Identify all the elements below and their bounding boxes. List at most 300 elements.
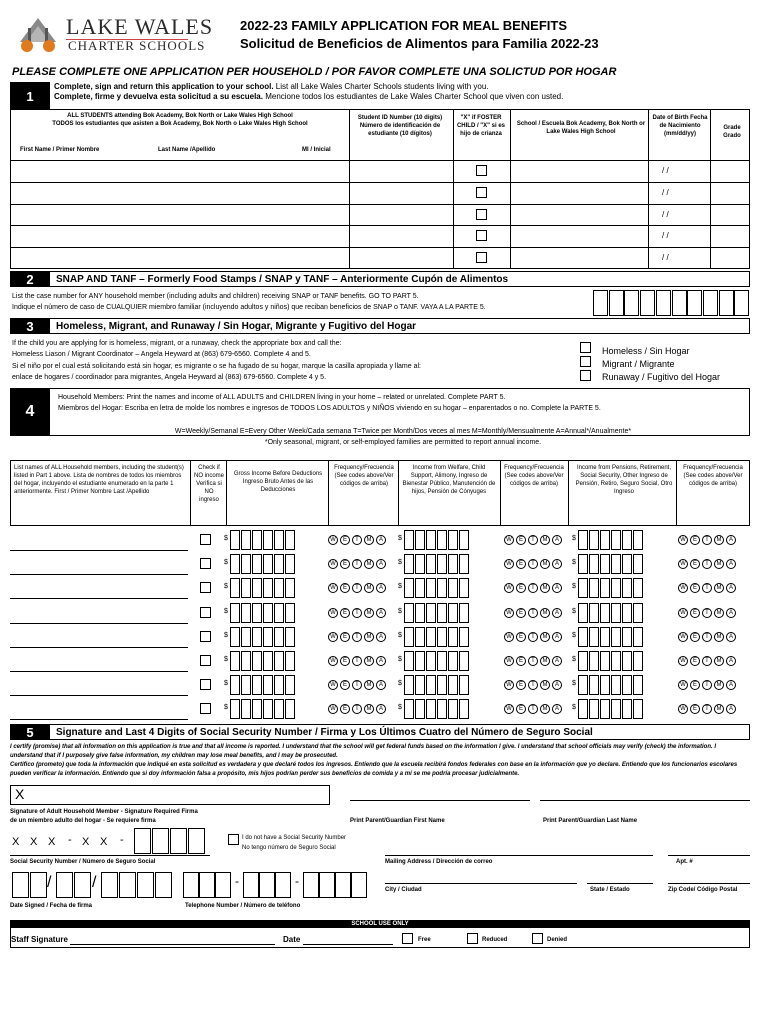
frequency-e-option[interactable]: E (516, 704, 526, 714)
frequency-m-option[interactable]: M (364, 704, 374, 714)
member-name-field[interactable] (10, 574, 188, 575)
frequency-a-option[interactable]: A (376, 680, 386, 690)
ssn-last4-digit[interactable] (188, 828, 205, 854)
pension-income-digit[interactable] (611, 675, 621, 695)
gross-income-digit[interactable] (285, 530, 295, 550)
pension-income-digit[interactable] (578, 699, 588, 719)
phone-line-digit[interactable] (351, 872, 367, 898)
pension-income-digit[interactable] (633, 699, 643, 719)
frequency-a-option[interactable]: A (376, 535, 386, 545)
school-field[interactable] (512, 162, 646, 180)
welfare-income-digit[interactable] (459, 603, 469, 623)
gross-income-digit[interactable] (252, 554, 262, 574)
frequency-m-option[interactable]: M (540, 608, 550, 618)
frequency-t-option[interactable]: T (352, 535, 362, 545)
welfare-income-digit[interactable] (415, 651, 425, 671)
welfare-income-digit[interactable] (448, 675, 458, 695)
frequency-m-option[interactable]: M (364, 680, 374, 690)
gross-income-digit[interactable] (274, 675, 284, 695)
frequency-e-option[interactable]: E (690, 704, 700, 714)
pension-income-digit[interactable] (600, 651, 610, 671)
reduced-checkbox[interactable] (467, 933, 478, 944)
pension-income-digit[interactable] (622, 530, 632, 550)
welfare-income-digit[interactable] (459, 675, 469, 695)
pension-income-digit[interactable] (589, 627, 599, 647)
frequency-m-option[interactable]: M (714, 583, 724, 593)
pension-income-digit[interactable] (633, 578, 643, 598)
gross-income-digit[interactable] (263, 603, 273, 623)
welfare-income-digit[interactable] (437, 675, 447, 695)
frequency-e-option[interactable]: E (516, 680, 526, 690)
no-income-checkbox[interactable] (200, 679, 211, 690)
gross-income-digit[interactable] (252, 699, 262, 719)
gross-income-digit[interactable] (230, 603, 240, 623)
frequency-m-option[interactable]: M (714, 680, 724, 690)
frequency-e-option[interactable]: E (690, 559, 700, 569)
frequency-w-option[interactable]: W (328, 583, 338, 593)
frequency-w-option[interactable]: W (328, 632, 338, 642)
welfare-income-digit[interactable] (437, 530, 447, 550)
frequency-t-option[interactable]: T (352, 583, 362, 593)
grade-field[interactable] (712, 184, 748, 202)
frequency-w-option[interactable]: W (504, 608, 514, 618)
frequency-t-option[interactable]: T (528, 680, 538, 690)
gross-income-digit[interactable] (263, 578, 273, 598)
phone-area-digit[interactable] (183, 872, 199, 898)
frequency-t-option[interactable]: T (352, 680, 362, 690)
foster-checkbox[interactable] (476, 209, 487, 220)
mailing-address-field[interactable] (385, 855, 653, 856)
frequency-t-option[interactable]: T (528, 559, 538, 569)
pension-income-digit[interactable] (633, 651, 643, 671)
welfare-income-digit[interactable] (459, 530, 469, 550)
pension-income-digit[interactable] (600, 699, 610, 719)
frequency-e-option[interactable]: E (340, 632, 350, 642)
school-field[interactable] (512, 184, 646, 202)
frequency-m-option[interactable]: M (364, 608, 374, 618)
date-month-digit[interactable] (30, 872, 47, 898)
welfare-income-digit[interactable] (437, 699, 447, 719)
welfare-income-digit[interactable] (415, 627, 425, 647)
frequency-t-option[interactable]: T (528, 656, 538, 666)
frequency-m-option[interactable]: M (540, 656, 550, 666)
pension-income-digit[interactable] (578, 675, 588, 695)
frequency-t-option[interactable]: T (702, 704, 712, 714)
pension-income-digit[interactable] (578, 530, 588, 550)
welfare-income-digit[interactable] (459, 627, 469, 647)
gross-income-digit[interactable] (274, 699, 284, 719)
frequency-e-option[interactable]: E (516, 535, 526, 545)
frequency-e-option[interactable]: E (516, 559, 526, 569)
snap-case-digit[interactable] (719, 290, 734, 316)
welfare-income-digit[interactable] (448, 554, 458, 574)
gross-income-digit[interactable] (263, 554, 273, 574)
frequency-t-option[interactable]: T (528, 608, 538, 618)
pension-income-digit[interactable] (589, 530, 599, 550)
member-name-field[interactable] (10, 550, 188, 551)
pension-income-digit[interactable] (589, 603, 599, 623)
snap-case-digit[interactable] (703, 290, 718, 316)
no-income-checkbox[interactable] (200, 582, 211, 593)
member-name-field[interactable] (10, 719, 188, 720)
member-name-field[interactable] (10, 671, 188, 672)
frequency-e-option[interactable]: E (690, 608, 700, 618)
frequency-t-option[interactable]: T (702, 583, 712, 593)
pension-income-digit[interactable] (611, 530, 621, 550)
homeless-checkbox[interactable] (580, 342, 591, 353)
frequency-e-option[interactable]: E (340, 704, 350, 714)
foster-checkbox[interactable] (476, 187, 487, 198)
frequency-e-option[interactable]: E (690, 583, 700, 593)
gross-income-digit[interactable] (263, 627, 273, 647)
pension-income-digit[interactable] (589, 675, 599, 695)
frequency-w-option[interactable]: W (504, 656, 514, 666)
frequency-w-option[interactable]: W (328, 535, 338, 545)
welfare-income-digit[interactable] (426, 554, 436, 574)
frequency-e-option[interactable]: E (340, 559, 350, 569)
pension-income-digit[interactable] (600, 675, 610, 695)
frequency-e-option[interactable]: E (340, 608, 350, 618)
foster-checkbox[interactable] (476, 165, 487, 176)
date-month-digit[interactable] (12, 872, 29, 898)
frequency-e-option[interactable]: E (516, 583, 526, 593)
date-year-digit[interactable] (137, 872, 154, 898)
gross-income-digit[interactable] (241, 627, 251, 647)
welfare-income-digit[interactable] (448, 699, 458, 719)
runaway-checkbox[interactable] (580, 370, 591, 381)
frequency-m-option[interactable]: M (540, 583, 550, 593)
frequency-e-option[interactable]: E (516, 632, 526, 642)
pension-income-digit[interactable] (622, 699, 632, 719)
welfare-income-digit[interactable] (426, 699, 436, 719)
frequency-e-option[interactable]: E (690, 632, 700, 642)
frequency-m-option[interactable]: M (714, 704, 724, 714)
gross-income-digit[interactable] (263, 530, 273, 550)
student-id-field[interactable] (351, 227, 451, 245)
pension-income-digit[interactable] (622, 627, 632, 647)
grade-field[interactable] (712, 249, 748, 267)
welfare-income-digit[interactable] (404, 675, 414, 695)
phone-prefix-digit[interactable] (259, 872, 275, 898)
welfare-income-digit[interactable] (459, 651, 469, 671)
frequency-m-option[interactable]: M (714, 535, 724, 545)
frequency-w-option[interactable]: W (678, 632, 688, 642)
gross-income-digit[interactable] (230, 675, 240, 695)
frequency-w-option[interactable]: W (678, 704, 688, 714)
gross-income-digit[interactable] (285, 603, 295, 623)
frequency-t-option[interactable]: T (352, 559, 362, 569)
frequency-m-option[interactable]: M (364, 559, 374, 569)
frequency-e-option[interactable]: E (690, 680, 700, 690)
gross-income-digit[interactable] (241, 530, 251, 550)
student-id-field[interactable] (351, 249, 451, 267)
state-field[interactable] (587, 883, 653, 884)
member-name-field[interactable] (10, 647, 188, 648)
no-income-checkbox[interactable] (200, 558, 211, 569)
frequency-t-option[interactable]: T (352, 656, 362, 666)
phone-line-digit[interactable] (319, 872, 335, 898)
frequency-a-option[interactable]: A (376, 704, 386, 714)
gross-income-digit[interactable] (274, 627, 284, 647)
welfare-income-digit[interactable] (404, 554, 414, 574)
frequency-e-option[interactable]: E (340, 680, 350, 690)
ssn-last4-digit[interactable] (134, 828, 151, 854)
parent-first-name-field[interactable] (350, 800, 530, 801)
frequency-m-option[interactable]: M (540, 704, 550, 714)
apt-field[interactable] (668, 855, 750, 856)
gross-income-digit[interactable] (241, 554, 251, 574)
welfare-income-digit[interactable] (404, 578, 414, 598)
frequency-m-option[interactable]: M (364, 535, 374, 545)
dob-field[interactable]: / / (662, 253, 669, 263)
ssn-last4-digit[interactable] (170, 828, 187, 854)
pension-income-digit[interactable] (622, 603, 632, 623)
frequency-e-option[interactable]: E (340, 535, 350, 545)
dob-field[interactable]: / / (662, 166, 669, 175)
welfare-income-digit[interactable] (404, 530, 414, 550)
frequency-a-option[interactable]: A (726, 704, 736, 714)
pension-income-digit[interactable] (633, 675, 643, 695)
frequency-a-option[interactable]: A (726, 680, 736, 690)
pension-income-digit[interactable] (622, 578, 632, 598)
gross-income-digit[interactable] (252, 578, 262, 598)
pension-income-digit[interactable] (589, 554, 599, 574)
welfare-income-digit[interactable] (426, 603, 436, 623)
pension-income-digit[interactable] (578, 627, 588, 647)
welfare-income-digit[interactable] (404, 651, 414, 671)
frequency-t-option[interactable]: T (528, 583, 538, 593)
gross-income-digit[interactable] (241, 651, 251, 671)
snap-case-digit[interactable] (609, 290, 624, 316)
pension-income-digit[interactable] (578, 603, 588, 623)
frequency-w-option[interactable]: W (328, 608, 338, 618)
gross-income-digit[interactable] (241, 699, 251, 719)
pension-income-digit[interactable] (633, 530, 643, 550)
student-name-field[interactable] (12, 184, 348, 202)
dob-field[interactable]: / / (662, 209, 669, 219)
welfare-income-digit[interactable] (426, 530, 436, 550)
frequency-w-option[interactable]: W (678, 680, 688, 690)
no-income-checkbox[interactable] (200, 703, 211, 714)
member-name-field[interactable] (10, 695, 188, 696)
gross-income-digit[interactable] (274, 603, 284, 623)
frequency-e-option[interactable]: E (516, 608, 526, 618)
pension-income-digit[interactable] (611, 603, 621, 623)
frequency-a-option[interactable]: A (376, 583, 386, 593)
frequency-w-option[interactable]: W (328, 656, 338, 666)
frequency-w-option[interactable]: W (504, 583, 514, 593)
city-field[interactable] (385, 883, 577, 884)
frequency-t-option[interactable]: T (352, 608, 362, 618)
frequency-t-option[interactable]: T (528, 632, 538, 642)
frequency-w-option[interactable]: W (678, 583, 688, 593)
frequency-a-option[interactable]: A (376, 608, 386, 618)
snap-case-digit[interactable] (640, 290, 655, 316)
frequency-m-option[interactable]: M (364, 583, 374, 593)
frequency-a-option[interactable]: A (726, 608, 736, 618)
frequency-m-option[interactable]: M (714, 559, 724, 569)
foster-checkbox[interactable] (476, 230, 487, 241)
gross-income-digit[interactable] (252, 675, 262, 695)
parent-last-name-field[interactable] (540, 800, 750, 801)
welfare-income-digit[interactable] (437, 578, 447, 598)
welfare-income-digit[interactable] (415, 554, 425, 574)
frequency-w-option[interactable]: W (678, 535, 688, 545)
frequency-t-option[interactable]: T (352, 704, 362, 714)
frequency-a-option[interactable]: A (552, 583, 562, 593)
frequency-a-option[interactable]: A (376, 656, 386, 666)
welfare-income-digit[interactable] (459, 578, 469, 598)
pension-income-digit[interactable] (600, 530, 610, 550)
gross-income-digit[interactable] (274, 578, 284, 598)
free-checkbox[interactable] (402, 933, 413, 944)
gross-income-digit[interactable] (230, 651, 240, 671)
staff-signature-field[interactable] (70, 944, 275, 945)
gross-income-digit[interactable] (230, 627, 240, 647)
school-field[interactable] (512, 206, 646, 224)
signature-field[interactable] (10, 785, 330, 805)
welfare-income-digit[interactable] (415, 699, 425, 719)
frequency-a-option[interactable]: A (552, 535, 562, 545)
welfare-income-digit[interactable] (415, 603, 425, 623)
gross-income-digit[interactable] (241, 675, 251, 695)
welfare-income-digit[interactable] (404, 627, 414, 647)
pension-income-digit[interactable] (578, 651, 588, 671)
phone-prefix-digit[interactable] (243, 872, 259, 898)
date-year-digit[interactable] (119, 872, 136, 898)
student-id-field[interactable] (351, 162, 451, 180)
denied-checkbox[interactable] (532, 933, 543, 944)
pension-income-digit[interactable] (633, 603, 643, 623)
frequency-a-option[interactable]: A (726, 583, 736, 593)
date-day-digit[interactable] (74, 872, 91, 898)
frequency-e-option[interactable]: E (690, 535, 700, 545)
snap-case-digit[interactable] (687, 290, 702, 316)
frequency-a-option[interactable]: A (552, 559, 562, 569)
ssn-last4-digit[interactable] (152, 828, 169, 854)
pension-income-digit[interactable] (600, 627, 610, 647)
frequency-a-option[interactable]: A (376, 632, 386, 642)
frequency-w-option[interactable]: W (678, 608, 688, 618)
phone-prefix-digit[interactable] (275, 872, 291, 898)
frequency-a-option[interactable]: A (552, 704, 562, 714)
frequency-m-option[interactable]: M (714, 608, 724, 618)
pension-income-digit[interactable] (611, 578, 621, 598)
welfare-income-digit[interactable] (448, 530, 458, 550)
welfare-income-digit[interactable] (415, 578, 425, 598)
frequency-w-option[interactable]: W (328, 704, 338, 714)
welfare-income-digit[interactable] (404, 603, 414, 623)
pension-income-digit[interactable] (633, 627, 643, 647)
frequency-w-option[interactable]: W (504, 535, 514, 545)
frequency-m-option[interactable]: M (714, 632, 724, 642)
welfare-income-digit[interactable] (437, 627, 447, 647)
school-field[interactable] (512, 249, 646, 267)
gross-income-digit[interactable] (285, 554, 295, 574)
pension-income-digit[interactable] (622, 554, 632, 574)
member-name-field[interactable] (10, 623, 188, 624)
frequency-m-option[interactable]: M (540, 535, 550, 545)
frequency-a-option[interactable]: A (552, 632, 562, 642)
gross-income-digit[interactable] (230, 554, 240, 574)
frequency-m-option[interactable]: M (364, 656, 374, 666)
frequency-w-option[interactable]: W (678, 656, 688, 666)
snap-case-digit[interactable] (672, 290, 687, 316)
gross-income-digit[interactable] (230, 699, 240, 719)
welfare-income-digit[interactable] (437, 554, 447, 574)
no-income-checkbox[interactable] (200, 607, 211, 618)
snap-case-digit[interactable] (734, 290, 749, 316)
frequency-t-option[interactable]: T (702, 680, 712, 690)
frequency-a-option[interactable]: A (726, 535, 736, 545)
frequency-m-option[interactable]: M (540, 632, 550, 642)
gross-income-digit[interactable] (230, 578, 240, 598)
frequency-w-option[interactable]: W (328, 680, 338, 690)
frequency-m-option[interactable]: M (364, 632, 374, 642)
welfare-income-digit[interactable] (459, 554, 469, 574)
gross-income-digit[interactable] (252, 627, 262, 647)
phone-area-digit[interactable] (215, 872, 231, 898)
zip-field[interactable] (668, 883, 750, 884)
gross-income-digit[interactable] (285, 651, 295, 671)
frequency-w-option[interactable]: W (678, 559, 688, 569)
phone-line-digit[interactable] (335, 872, 351, 898)
frequency-w-option[interactable]: W (504, 704, 514, 714)
frequency-w-option[interactable]: W (504, 559, 514, 569)
pension-income-digit[interactable] (589, 578, 599, 598)
gross-income-digit[interactable] (285, 699, 295, 719)
pension-income-digit[interactable] (589, 699, 599, 719)
grade-field[interactable] (712, 227, 748, 245)
gross-income-digit[interactable] (263, 651, 273, 671)
foster-checkbox[interactable] (476, 252, 487, 263)
pension-income-digit[interactable] (611, 699, 621, 719)
no-income-checkbox[interactable] (200, 631, 211, 642)
date-year-digit[interactable] (101, 872, 118, 898)
frequency-w-option[interactable]: W (328, 559, 338, 569)
gross-income-digit[interactable] (241, 603, 251, 623)
frequency-e-option[interactable]: E (340, 656, 350, 666)
snap-case-digit[interactable] (656, 290, 671, 316)
frequency-w-option[interactable]: W (504, 680, 514, 690)
frequency-w-option[interactable]: W (504, 632, 514, 642)
pension-income-digit[interactable] (611, 627, 621, 647)
frequency-a-option[interactable]: A (552, 656, 562, 666)
gross-income-digit[interactable] (285, 578, 295, 598)
dob-field[interactable]: / / (662, 231, 669, 241)
gross-income-digit[interactable] (252, 651, 262, 671)
pension-income-digit[interactable] (622, 651, 632, 671)
pension-income-digit[interactable] (611, 554, 621, 574)
gross-income-digit[interactable] (274, 651, 284, 671)
frequency-e-option[interactable]: E (340, 583, 350, 593)
frequency-a-option[interactable]: A (376, 559, 386, 569)
frequency-t-option[interactable]: T (528, 704, 538, 714)
phone-area-digit[interactable] (199, 872, 215, 898)
grade-field[interactable] (712, 162, 748, 180)
gross-income-digit[interactable] (230, 530, 240, 550)
frequency-m-option[interactable]: M (540, 680, 550, 690)
welfare-income-digit[interactable] (404, 699, 414, 719)
staff-date-field[interactable] (303, 944, 393, 945)
frequency-e-option[interactable]: E (690, 656, 700, 666)
pension-income-digit[interactable] (600, 578, 610, 598)
date-year-digit[interactable] (155, 872, 172, 898)
student-name-field[interactable] (12, 249, 348, 267)
student-id-field[interactable] (351, 184, 451, 202)
no-income-checkbox[interactable] (200, 655, 211, 666)
student-name-field[interactable] (12, 162, 348, 180)
